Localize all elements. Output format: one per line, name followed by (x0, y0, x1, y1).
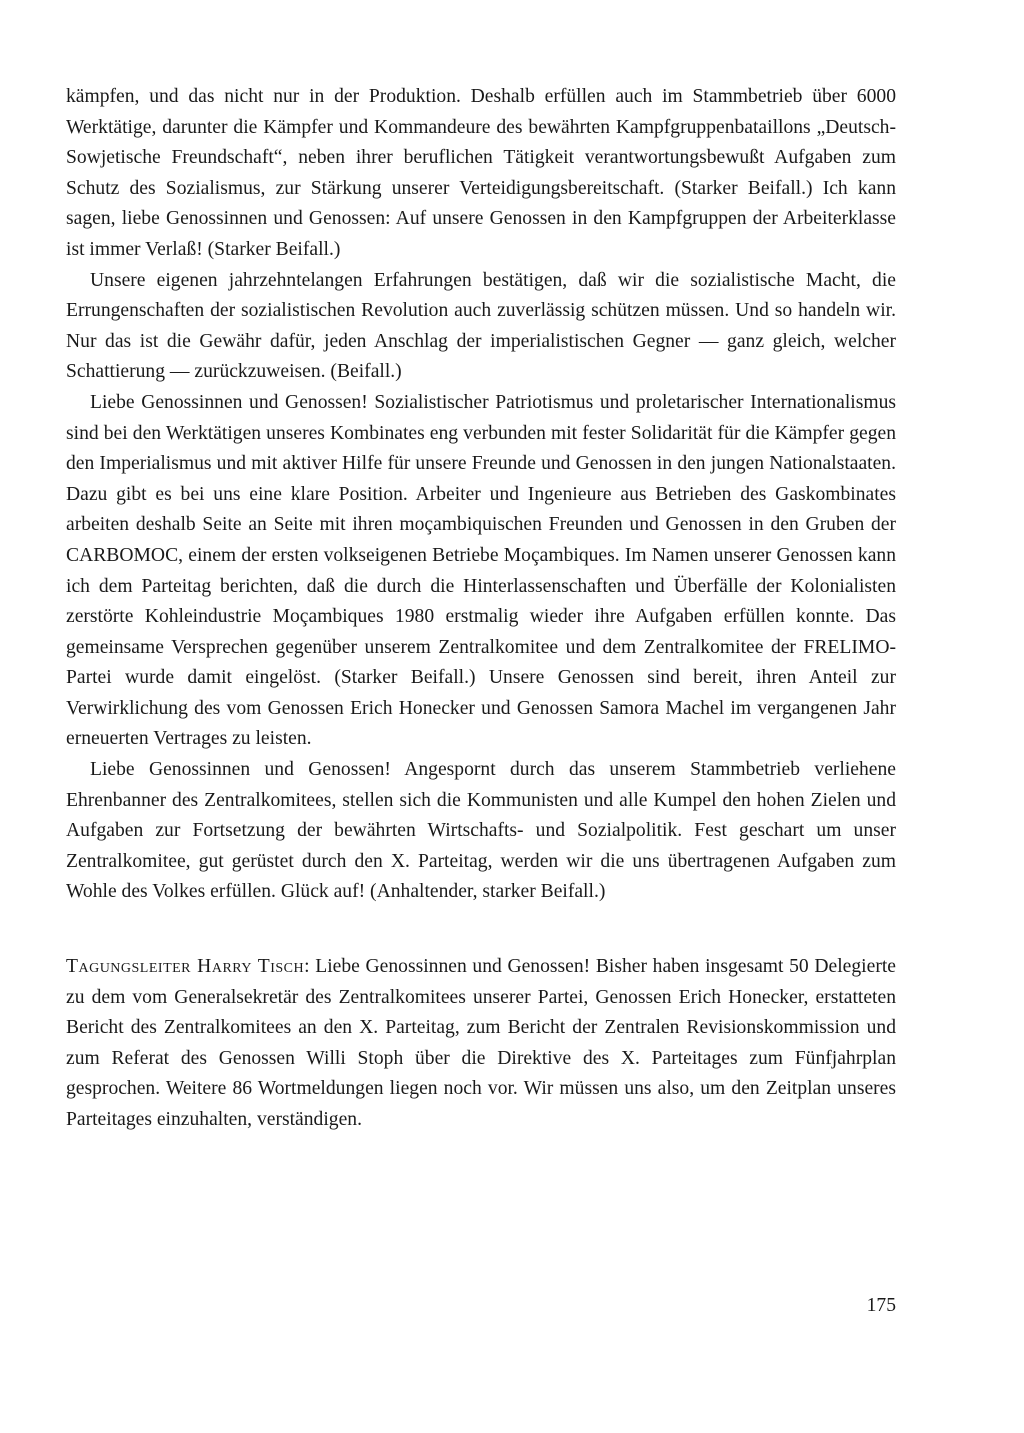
section-gap (66, 908, 896, 952)
page-body (66, 82, 896, 1136)
speaker-paragraph (66, 952, 896, 1136)
speaker-text: Liebe Genossinnen und Genossen! Bisher haben insgesamt 50 Delegierte zu dem vom Generalsekretär des Zentralkomitees unserer Partei, Genossen Erich Honecker, erstatteten Bericht des Zentralkomitees an den X. Parteitag, zum Bericht der Zentralen Revisionskommission und zum Referat des Genossen Willi Stoph über die Direktive des X. Parteitages zum Fünfjahrplan gesprochen. Weitere 86 Wortmeldungen liegen noch vor. Wir müssen uns also, um den Zeitplan unseres Parteitages einzuhalten, verständigen. (66, 956, 896, 1130)
paragraph-2: Unsere eigenen jahrzehntelangen Erfahrungen bestätigen, daß wir die sozialistische Macht, die Errungenschaften der sozialistischen Revolution auch zuverlässig schützen müssen. Und so handeln wir. Nur das ist die Gewähr dafür, jeden Anschlag der imperialistischen Gegner — ganz gleich, welcher Schattierung — zurückzuweisen. (Beifall.) (66, 269, 896, 383)
speaker-name: Tagungsleiter Harry Tisch (66, 956, 305, 978)
paragraph-4: Liebe Genossinnen und Genossen! Angespornt durch das unserem Stammbetrieb verliehene Ehrenbanner des Zentralkomitees, stellen sich die Kommunisten und alle Kumpel den hohen Zielen und Aufgaben zur Fortsetzung der bewährten Wirtschafts- und Sozialpolitik. Fest geschart um unser Zentralkomitee, gut gerüstet durch den X. Parteitag, werden wir die uns übertragenen Aufgaben zum Wohle des Volkes erfüllen. Glück auf! (Anhaltender, starker Beifall.) (66, 759, 896, 903)
page-number: 175 (866, 1295, 896, 1316)
speaker-separator: : (304, 956, 316, 978)
paragraph-1: kämpfen, und das nicht nur in der Produktion. Deshalb erfüllen auch im Stammbetrieb über 6000 Werktätige, darunter die Kämpfer und Kommandeure des bewährten Kampfgruppenbataillons „Deutsch-Sowjetische Freundschaft“, neben ihrer beruflichen Tätigkeit verantwortungsbewußt Aufgaben zum Schutz des Sozialismus, zur Stärkung unserer Verteidigungsbereitschaft. (Starker Beifall.) Ich kann sagen, liebe Genossinnen und Genossen: Auf unsere Genossen in den Kampfgruppen der Arbeiterklasse ist immer Verlaß! (Starker Beifall.) (66, 86, 896, 260)
paragraph-3: Liebe Genossinnen und Genossen! Sozialistischer Patriotismus und proletarischer Internationalismus sind bei den Werktätigen unseres Kombinates eng verbunden mit fester Solidarität für die Kämpfer gegen den Imperialismus und mit aktiver Hilfe für unsere Freunde und Genossen in den jungen Nationalstaaten. Dazu gibt es bei uns eine klare Position. Arbeiter und Ingenieure aus Betrieben des Gaskombinates arbeiten deshalb Seite an Seite mit ihren moçambiquischen Freunden und Genossen in den Gruben der CARBOMOC, einem der ersten volkseigenen Betriebe Moçambiques. Im Namen unserer Genossen kann ich dem Parteitag berichten, daß die durch die Hinterlassenschaften und Überfälle der Kolonialisten zerstörte Kohleindustrie Moçambiques 1980 erstmalig wieder ihre Aufgaben erfüllen konnte. Das gemeinsame Versprechen gegenüber unserem Zentralkomitee und dem Zentralkomitee der FRELIMO-Partei wurde damit eingelöst. (Starker Beifall.) Unsere Genossen sind bereit, ihren Anteil zur Verwirklichung des vom Genossen Erich Honecker und Genossen Samora Machel im vergangenen Jahr erneuerten Vertrages zu leisten. (66, 391, 896, 750)
